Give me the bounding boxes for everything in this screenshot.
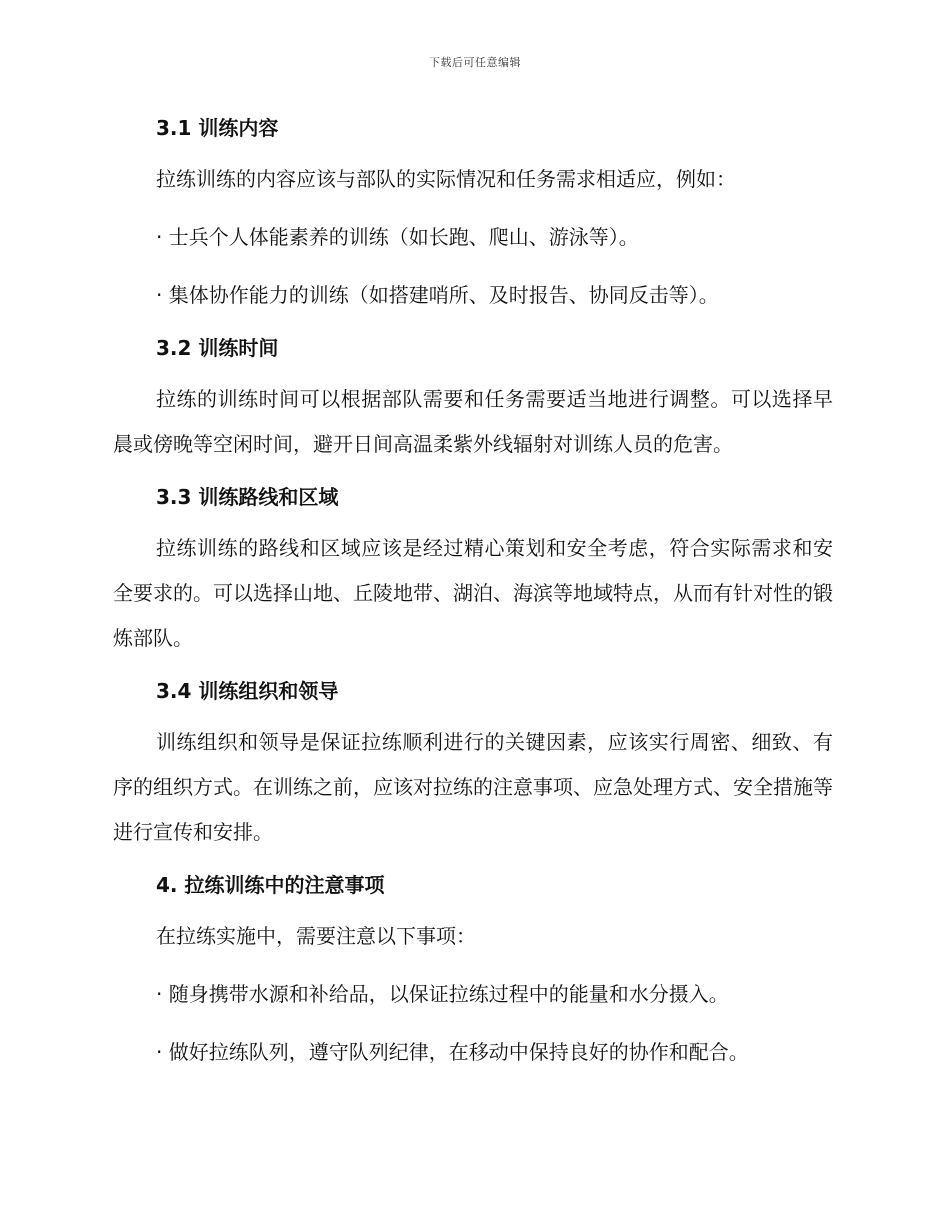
section-3-2-body: 拉练的训练时间可以根据部队需要和任务需要适当地进行调整。可以选择早晨或傍晚等空闲时间，避开日间高温柔紫外线辐射对训练人员的危害。 — [113, 387, 833, 456]
document-body — [113, 112, 833, 1075]
section-3-3-body: 拉练训练的路线和区域应该是经过精心策划和安全考虑，符合实际需求和安全要求的。可以选择山地、丘陵地带、湖泊、海滨等地域特点，从而有针对性的锻炼部队。 — [113, 536, 833, 650]
list-item: · 随身携带水源和补给品，以保证拉练过程中的能量和水分摄入。 — [156, 982, 729, 1006]
section-heading-4: 4. 拉练训练中的注意事项 — [156, 873, 385, 897]
section-heading-3-4: 3.4 训练组织和领导 — [156, 679, 339, 703]
list-item: · 士兵个人体能素养的训练（如长跑、爬山、游泳等）。 — [156, 225, 639, 249]
section-3-1-intro: 拉练训练的内容应该与部队的实际情况和任务需求相适应，例如： — [156, 167, 736, 191]
list-item: · 做好拉练队列，遵守队列纪律，在移动中保持良好的协作和配合。 — [156, 1040, 749, 1064]
section-heading-3-1: 3.1 训练内容 — [156, 116, 279, 140]
section-4-intro: 在拉练实施中，需要注意以下事项： — [156, 924, 476, 948]
list-item: · 集体协作能力的训练（如搭建哨所、及时报告、协同反击等）。 — [156, 283, 719, 307]
section-heading-3-3: 3.3 训练路线和区域 — [156, 485, 339, 509]
section-heading-3-2: 3.2 训练时间 — [156, 336, 279, 360]
section-3-4-body: 训练组织和领导是保证拉练顺利进行的关键因素，应该实行周密、细致、有序的组织方式。在训练之前，应该对拉练的注意事项、应急处理方式、安全措施等进行宣传和安排。 — [113, 730, 833, 844]
header-note: 下载后可任意编辑 — [429, 56, 521, 69]
